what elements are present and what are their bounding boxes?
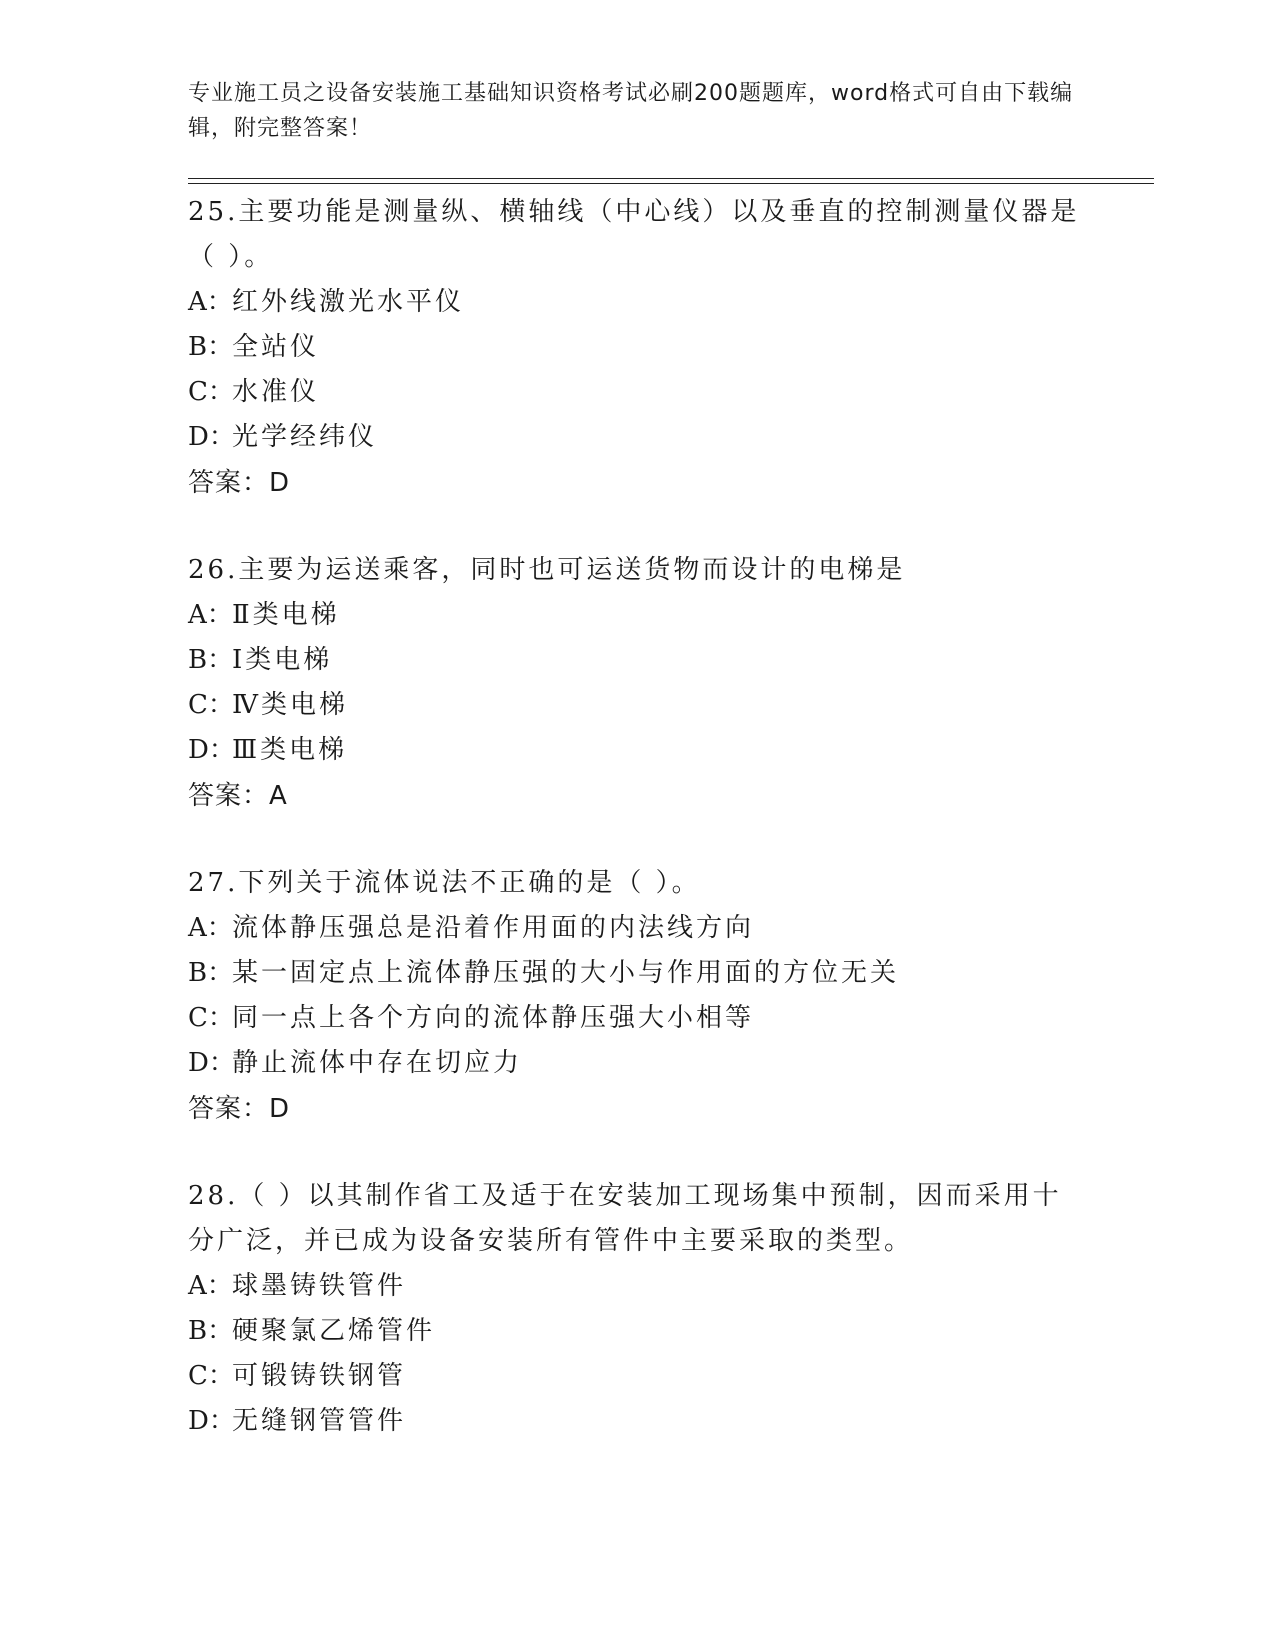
question-stem: 26.主要为运送乘客，同时也可运送货物而设计的电梯是 bbox=[188, 555, 906, 585]
option-text: 球墨铸铁管件 bbox=[232, 1271, 407, 1301]
option-d bbox=[188, 415, 1088, 460]
option-text: 红外线激光水平仪 bbox=[232, 287, 465, 317]
option-key: C： bbox=[188, 690, 234, 720]
option-text: 水准仪 bbox=[232, 377, 320, 407]
option-b bbox=[188, 1309, 1088, 1354]
option-a bbox=[188, 906, 1088, 951]
option-key: A： bbox=[188, 1271, 233, 1301]
option-key: A： bbox=[188, 600, 233, 630]
option-text: Ⅰ类电梯 bbox=[232, 645, 333, 675]
option-text: Ⅳ类电梯 bbox=[232, 690, 348, 720]
option-b bbox=[188, 325, 1088, 370]
option-key: D： bbox=[188, 422, 235, 452]
option-text: 同一点上各个方向的流体静压强大小相等 bbox=[232, 1003, 755, 1033]
option-d bbox=[188, 728, 1088, 773]
option-a bbox=[188, 280, 1088, 325]
header-divider-top bbox=[188, 178, 1154, 179]
option-key: B： bbox=[188, 332, 234, 362]
option-text: 某一固定点上流体静压强的大小与作用面的方位无关 bbox=[232, 958, 900, 988]
question-26 bbox=[188, 548, 1088, 819]
question-28 bbox=[188, 1174, 1088, 1444]
option-key: C： bbox=[188, 1003, 234, 1033]
option-d bbox=[188, 1041, 1088, 1086]
question-stem: 28.（ ）以其制作省工及适于在安装加工现场集中预制，因而采用十分广泛，并已成为设备安装所有管件中主要采取的类型。 bbox=[188, 1181, 1062, 1256]
option-text: Ⅲ类电梯 bbox=[232, 735, 348, 765]
option-key: C： bbox=[188, 377, 234, 407]
option-b bbox=[188, 638, 1088, 683]
option-d bbox=[188, 1399, 1088, 1444]
option-c bbox=[188, 683, 1088, 728]
option-text: 硬聚氯乙烯管件 bbox=[232, 1316, 436, 1346]
option-key: D： bbox=[188, 1048, 235, 1078]
option-b bbox=[188, 951, 1088, 996]
question-25 bbox=[188, 190, 1088, 506]
option-text: 光学经纬仪 bbox=[232, 422, 378, 452]
option-text: 可锻铸铁钢管 bbox=[232, 1361, 407, 1391]
option-c bbox=[188, 370, 1088, 415]
question-stem: 25.主要功能是测量纵、横轴线（中心线）以及垂直的控制测量仪器是（ ）。 bbox=[188, 197, 1080, 272]
option-text: 静止流体中存在切应力 bbox=[232, 1048, 523, 1078]
option-key: B： bbox=[188, 958, 234, 988]
option-key: B： bbox=[188, 1316, 234, 1346]
option-c bbox=[188, 1354, 1088, 1399]
answer-line: 答案：D bbox=[188, 1094, 291, 1124]
question-27 bbox=[188, 861, 1088, 1132]
question-stem: 27.下列关于流体说法不正确的是（ ）。 bbox=[188, 868, 701, 898]
option-text: 全站仪 bbox=[232, 332, 320, 362]
question-list bbox=[188, 190, 1088, 1486]
option-c bbox=[188, 996, 1088, 1041]
option-key: D： bbox=[188, 1406, 235, 1436]
option-key: A： bbox=[188, 287, 233, 317]
option-key: B： bbox=[188, 645, 234, 675]
option-a bbox=[188, 1264, 1088, 1309]
option-text: 无缝钢管管件 bbox=[232, 1406, 407, 1436]
option-text: Ⅱ类电梯 bbox=[232, 600, 340, 630]
answer-line: 答案：A bbox=[188, 781, 288, 811]
option-a bbox=[188, 593, 1088, 638]
option-key: D： bbox=[188, 735, 235, 765]
option-key: A： bbox=[188, 913, 233, 943]
option-key: C： bbox=[188, 1361, 234, 1391]
option-text: 流体静压强总是沿着作用面的内法线方向 bbox=[232, 913, 755, 943]
document-header: 专业施工员之设备安装施工基础知识资格考试必刷200题题库，word格式可自由下载编辑，附完整答案！ bbox=[188, 81, 1074, 141]
header-divider-bottom bbox=[188, 183, 1154, 184]
answer-line: 答案：D bbox=[188, 468, 291, 498]
